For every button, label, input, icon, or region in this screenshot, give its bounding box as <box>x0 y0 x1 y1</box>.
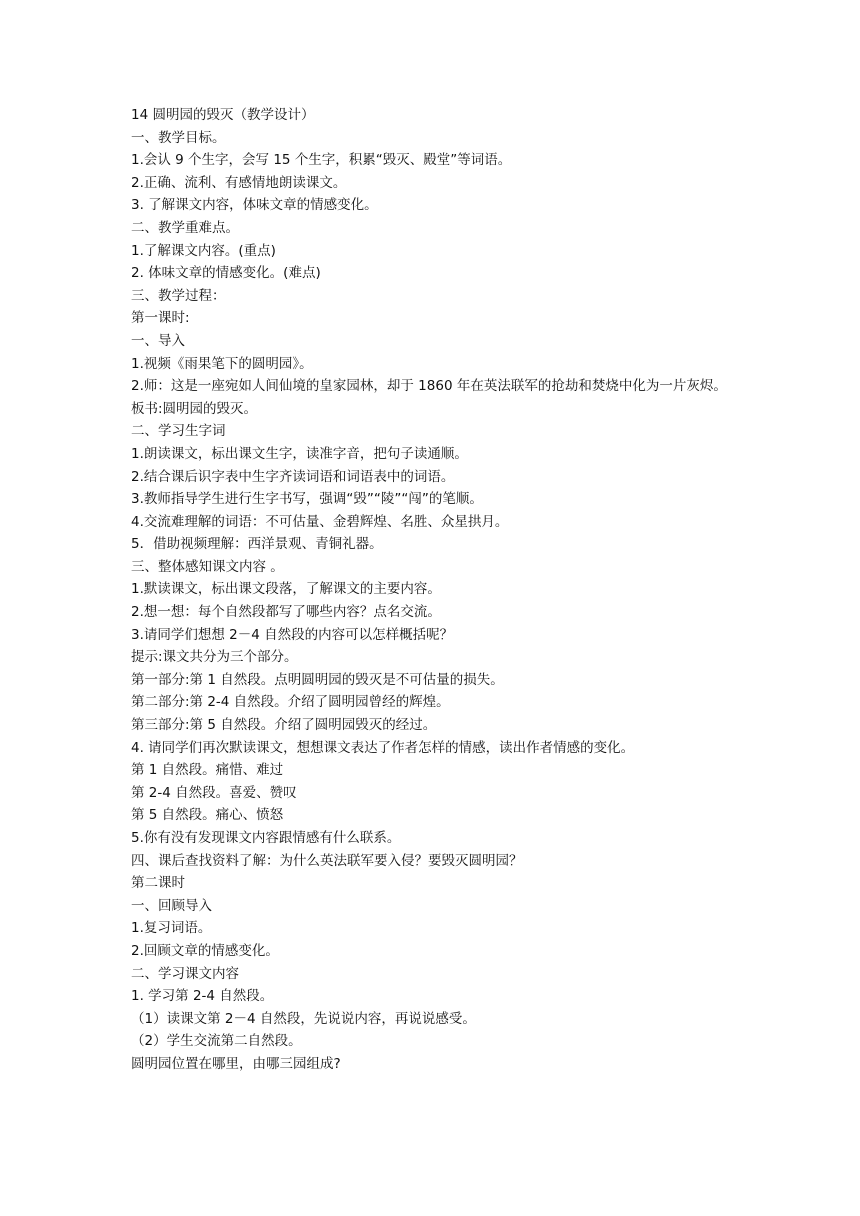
text-line: 三、教学过程： <box>131 287 226 304</box>
text-line: 第一课时: <box>131 310 190 327</box>
text-line: 2.结合课后识字表中生字齐读词语和词语表中的词语。 <box>131 468 455 485</box>
document-lines <box>131 127 741 1076</box>
text-line: 提示:课文共分为三个部分。 <box>131 649 298 666</box>
text-line: （1）读课文第 2－4 自然段，先说说内容，再说说感受。 <box>131 1010 476 1027</box>
text-line: 3.教师指导学生进行生字书写，强调“毁”“陵”“闯”的笔顺。 <box>131 491 483 508</box>
text-line: 第二课时 <box>131 875 185 892</box>
text-line: 一、回顾导入 <box>131 897 212 914</box>
text-line: 1.默读课文，标出课文段落，了解课文的主要内容。 <box>131 581 441 598</box>
text-line: 5.你有没有发现课文内容跟情感有什么联系。 <box>131 830 401 846</box>
text-line: 1. 学习第 2-4 自然段。 <box>131 988 274 1005</box>
text-line: 1.了解课文内容。(重点) <box>131 242 276 259</box>
text-line: 2. 体味文章的情感变化。(难点) <box>131 265 321 282</box>
text-line: 圆明园位置在哪里，由哪三园组成? <box>131 1055 341 1072</box>
text-line: 2.师：这是一座宛如人间仙境的皇家园林，却于 1860 年在英法联军的抢劫和焚烧中化为一片灰烬。 <box>131 378 727 395</box>
text-line: 第 2-4 自然段。喜爱、赞叹 <box>131 784 297 801</box>
text-line: 一、导入 <box>131 332 185 349</box>
document-title: 14 圆明园的毁灭（教学设计） <box>131 107 315 123</box>
text-line: 1.视频《雨果笔下的圆明园》。 <box>131 355 313 372</box>
text-line: 1.朗读课文，标出课文生字，读准字音，把句子读通顺。 <box>131 445 468 462</box>
text-line: 二、教学重难点。 <box>131 219 239 236</box>
text-line: 第二部分:第 2-4 自然段。介绍了圆明园曾经的辉煌。 <box>131 694 450 711</box>
text-line: 第三部分:第 5 自然段。介绍了圆明园毁灭的经过。 <box>131 717 437 734</box>
text-line: 2.回顾文章的情感变化。 <box>131 942 279 959</box>
text-line: 三、整体感知课文内容 。 <box>131 558 284 575</box>
text-line: 第一部分:第 1 自然段。点明圆明园的毁灭是不可估量的损失。 <box>131 671 504 688</box>
text-line: 1.会认 9 个生字，会写 15 个生字，积累“毁灭、殿堂”等词语。 <box>131 152 512 169</box>
text-line: （2）学生交流第二自然段。 <box>131 1033 302 1050</box>
text-line: 3.请同学们想想 2－4 自然段的内容可以怎样概括呢？ <box>131 626 454 643</box>
text-line: 4.交流难理解的词语：不可估量、金碧辉煌、名胜、众星拱月。 <box>131 513 509 530</box>
text-line: 2.想一想：每个自然段都写了哪些内容？点名交流。 <box>131 604 441 621</box>
text-line: 1.复习词语。 <box>131 920 212 937</box>
document-body <box>131 104 741 1076</box>
text-line: 3. 了解课文内容，体味文章的情感变化。 <box>131 197 378 214</box>
text-line: 第 5 自然段。痛心、愤怒 <box>131 807 284 824</box>
text-line: 4. 请同学们再次默读课文，想想课文表达了作者怎样的情感，读出作者情感的变化。 <box>131 739 635 756</box>
text-line: 第 1 自然段。痛惜、难过 <box>131 762 284 779</box>
text-line: 2.正确、流利、有感情地朗读课文。 <box>131 174 347 191</box>
text-line: 二、学习课文内容 <box>131 965 239 982</box>
text-line: 一、教学目标。 <box>131 129 226 146</box>
text-line: 四、课后查找资料了解：为什么英法联军要入侵？要毁灭圆明园？ <box>131 852 523 869</box>
text-line: 5．借助视频理解：西洋景观、青铜礼器。 <box>131 536 383 553</box>
text-line: 板书:圆明园的毁灭。 <box>131 400 258 417</box>
text-line: 二、学习生字词 <box>131 423 226 440</box>
